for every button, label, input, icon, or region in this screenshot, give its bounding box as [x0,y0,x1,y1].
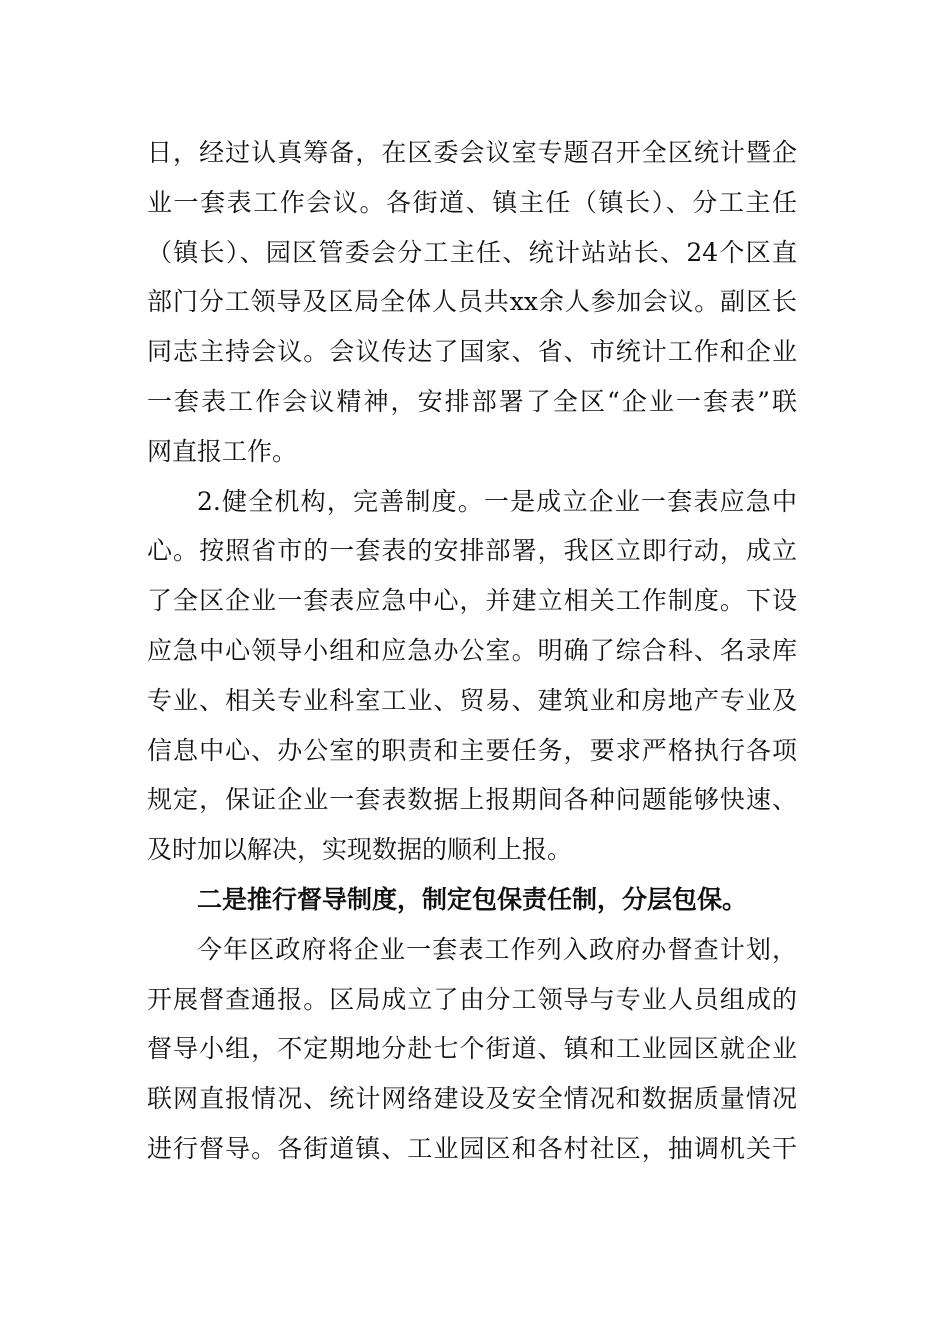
text-line: 进行督导。各街道镇、工业园区和各村社区，抽调机关干 [147,1133,797,1163]
text-line: 联网直报情况、统计网络建设及安全情况和数据质量情况 [147,1084,797,1114]
text-line: 应急中心领导小组和应急办公室。明确了综合科、名录库 [147,635,797,665]
text-line: 部门分工领导及区局全体人员共xx余人参加会议。副区长 [147,287,797,317]
text-line: 了全区企业一套表应急中心，并建立相关工作制度。下设 [147,586,797,616]
text-line: 日，经过认真筹备，在区委会议室专题召开全区统计暨企 [147,138,797,167]
text-line: （镇长）、园区管委会分工主任、统计站站长、24个区直 [147,237,797,267]
text-line: 专业、相关专业科室工业、贸易、建筑业和房地产专业及 [147,685,797,715]
text-line: 同志主持会议。会议传达了国家、省、市统计工作和企业 [147,337,797,367]
text-line: 一套表工作会议精神，安排部署了全区“企业一套表”联 [147,386,797,416]
section-heading: 二是推行督导制度，制定包保责任制，分层包保。 [197,884,748,914]
text-line: 业一套表工作会议。各街道、镇主任（镇长）、分工主任 [147,187,797,217]
text-line: 网直报工作。 [147,436,298,466]
paragraph-start-line: 今年区政府将企业一套表工作列入政府办督查计划， [197,934,797,964]
document-body [147,128,797,1174]
text-line: 督导小组，不定期地分赴七个街道、镇和工业园区就企业 [147,1034,797,1064]
text-line: 规定，保证企业一套表数据上报期间各种问题能够快速、 [147,785,797,815]
text-line: 信息中心、办公室的职责和主要任务，要求严格执行各项 [147,735,797,765]
text-line: 开展督查通报。区局成立了由分工领导与专业人员组成的 [147,984,797,1014]
text-line: 心。按照省市的一套表的安排部署，我区立即行动，成立 [147,536,797,566]
paragraph-start-line: 2.健全机构，完善制度。一是成立企业一套表应急中 [197,486,797,516]
text-line: 及时加以解决，实现数据的顺利上报。 [147,835,573,865]
